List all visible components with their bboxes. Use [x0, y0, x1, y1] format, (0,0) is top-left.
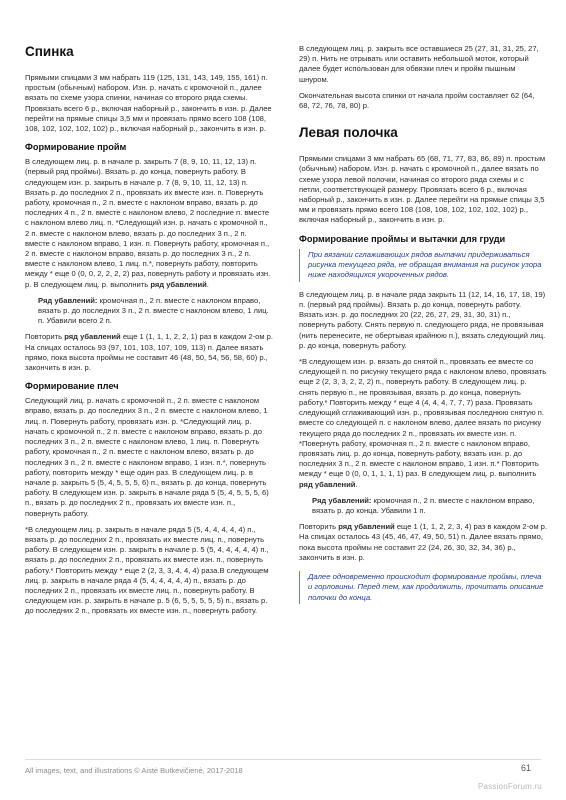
footer-copyright: All images, text, and illustrations © Aistė Butkevičienė, 2017-2018	[25, 766, 243, 775]
section-title-back: Спинка	[25, 44, 74, 59]
decrease-row-label: Ряд убавлений:	[38, 295, 98, 305]
left-front-armhole-heading: Формирование проймы и вытачки для груди	[299, 233, 506, 244]
shoulder-text: Следующий лиц. р. начать с кромочной п., 2 п. вместе с наклоном вправо, вязать р. до последних 3 п., 2 п. вместе с наклоном влево, 1 лиц. п. Повернуть работу, провязать изн. р. *Следующий лиц. р. начать с кромочной п., 2 п. вместе с наклоном вправо, вязать р. до последних 3 п., 2 п. вместе с наклоном влево, 1 лиц. п. Повернуть работу, кромочная п., 2 п. вместе с наклоном влево, вязать р. до последних 3 п., 2 п. вместе с наклоном вправо, 1 изн. п.*, повернуть работу, повторить между * еще один раз. В следующем лиц. р. в начале р. закрыть 5 (5, 4, 5, 5, 5, 6) п., вязать р. до конца, повернуть работу. В следующем изн. р. закрыть в начале ряда 5 (5, 4, 5, 5, 5, 6) п., вязать р. до последних 2 п., провязать их вместе изн. п., повернуть работу.	[25, 396, 269, 518]
repeat-text	[25, 332, 273, 373]
left-front-intro: Прямыми спицами 3 мм набрать 65 (68, 71, 77, 83, 86, 89) п. простым (обычным) набором. Изн. р. начать с кромочной п., далее вязать по схеме узора левой полочки, начиная со второго ряда схемы и с петли, соответствующей размеру. Провязать всего 6 р., включая наборный р., закончить в изн. р. Далее перейти на прямые спицы 3,5 мм и провязать прямо всего 108 (108, 108, 102, 102, 102, 102) р., включая наборный р., закончить в изн. р.	[299, 154, 546, 225]
watermark: PassionForum.ru	[478, 782, 542, 791]
section-title-left-front: Левая полочка	[299, 125, 398, 141]
left-front-decrease-label: Ряд убавлений:	[312, 495, 372, 505]
armhole-text-bold: ряд убавлений	[150, 279, 207, 289]
left-column	[25, 44, 273, 623]
left-front-repeat	[299, 522, 547, 563]
left-front-repeat-bold: ряд убавлений	[338, 522, 395, 532]
left-front-text-2: *В следующем изн. р. вязать до снятой п., провязать ее вместе со следующей п. по рисунку текущего ряда с наклоном влево, провязать еще 2 (2, 3, 3, 2, 2, 2) п., повернуть работу. В следующем лиц. р. снять первую п., не провязывая, вязать р. до конца, повернуть работу.* Повторить между * еще 4 (4, 4, 4, 7, 7, 7) раза. Провязать следующий сглаживающий изн. р., провязывая последнюю снятую п. вместе со следующей п. с наклоном влево, далее вязать по рисунку текущего ряда до последних 2 п., провязать их вместе изн. п. *Повернуть работу, кромочная п., 2 п. вместе с наклоном вправо, провязать лиц. р. до конца, повернуть работу, вязать изн. р. до последних 3 п., 2 п. вместе с наклоном вправо, 1 изн. п.* Повторить между * еще 0 (0, 0, 1, 1, 1, 1) раз. В следующем лиц. р. выполнить ряд убавлений.	[299, 357, 547, 489]
right-column	[299, 44, 547, 612]
repeat-body: еще 1 (1, 1, 1, 2, 2, 1) раз в каждом 2-ом р. На спицах осталось 93 (97, 101, 103, 107, 109, 113) п. Далее вязать прямо, пока высота проймы не составит 46 (48, 50, 54, 56, 58, 60) р., закончить в изн. р.	[25, 332, 273, 373]
armhole-heading: Формирование пройм	[25, 142, 127, 153]
armhole-text-body: В следующем лиц. р. в начале р. закрыть 7 (8, 9, 10, 11, 12, 13) п. (первый ряд проймы). Вязать р. до конца, повернуть работу. В следующем изн. р. закрыть в начале р. 7 (8, 9, 10, 11, 12, 13) п. Вязать р. до последних 2 п., провязать их вместе изн. п. Повернуть работу, кромочная п., 2 п. вместе с наклоном вправо, вязать р. до последних 4 п., 2 п. вместе с наклоном влево, 2 последние п. вместе с наклоном влево лиц. п. *Следующий изн. р. начать с кромочной п., 2 п. вместе с наклоном влево, вязать р. до последних 3 п., 2 п. вместе с наклоном вправо, 1 изн. п. Повернуть работу, кромочная п., 2 п. вместе с наклоном вправо, вязать р. до последних 3 п., 2 п. вместе с наклоном влево, 1 лиц. п.*, повернуть работу, повторить между * еще 0 (0, 0, 2, 2, 2, 2) раз, повернуть работу и провязать изн. р. В следующем лиц. р. выполнить	[25, 157, 271, 289]
decrease-row-text: кромочная п., 2 п. вместе с наклоном вправо, вязать р. до последних 3 п., 2 п. вместе с наклоном влево, 1 лиц. п. Убавили всего 2 п.	[38, 295, 269, 326]
left-front-text-2-bold: ряд убавлений	[299, 479, 356, 489]
left-front-repeat-prefix: Повторить	[299, 522, 337, 532]
left-front-decrease-text: кромочная п., 2 п. вместе с наклоном вправо, вязать р. до конца. Убавили 1 п.	[312, 495, 535, 515]
left-front-decrease-row	[312, 496, 547, 516]
back-intro: Прямыми спицами 3 мм набрать 119 (125, 131, 143, 149, 155, 161) п. простым (обычным) набором. Изн. р. начать с кромочной п., далее вязать по схеме узора спинки, начиная со второго ряда схемы. Провязать всего 6 р., включая наборный р., закончить в изн. р. Далее перейти на прямые спицы 3,5 мм и провязать прямо всего 108 (108, 108, 102, 102, 102, 102) р., включая наборный р., закончить в изн. р.	[25, 73, 272, 134]
shoulder-text-2: *В следующем лиц. р. закрыть в начале ряда 5 (5, 4, 4, 4, 4, 4) п., вязать р. до последних 2 п., провязать их вместе лиц. п., повернуть работу. В следующем изн. р. закрыть в начале р. 5 (5, 4, 4, 4, 4, 4) п., вязать р. до последних 2 п., провязать их вместе изн. п., повернуть работу.* Повторить между * еще 2 (2, 3, 3, 4, 4, 4) раза.В следующем лиц. р. закрыть в начале ряда 4 (5, 4, 4, 4, 4, 4) п., вязать р. до последних 2 п., провязать их вместе лиц. п., повернуть работу. В следующем изн. р. закрыть в начале р. 5 (6, 5, 5, 5, 5, 5) п., вязать р. до последних 2 п., провязать их вместе изн. п., повернуть работу.	[25, 524, 269, 616]
note-smoothing-rows: При вязании сглаживающих рядов вытачки придерживаться рисунка текущего ряда, не обращая внимания на рисунок узора ниже находящихся укороченных рядов.	[299, 249, 547, 282]
back-continued: В следующем лиц. р. закрыть все оставшиеся 25 (27, 31, 31, 25, 27, 29) п. Нить не отрывать или оставить небольшой моток, который далее будет использован для обвязки плеч и пройм пышным шнуром.	[299, 44, 539, 84]
footer-divider	[25, 759, 541, 760]
armhole-text: В следующем лиц. р. в начале р. закрыть 7 (8, 9, 10, 11, 12, 13) п. (первый ряд проймы). Вязать р. до конца, повернуть работу. В следующем изн. р. закрыть в начале р. 7 (8, 9, 10, 11, 12, 13) п. Вязать р. до последних 2 п., провязать их вместе изн. п. Повернуть работу, кромочная п., 2 п. вместе с наклоном вправо, вязать р. до последних 4 п., 2 п. вместе с наклоном влево, 2 последние п. вместе с наклоном влево лиц. п. *Следующий изн. р. начать с кромочной п., 2 п. вместе с наклоном влево, вязать р. до последних 3 п., 2 п. вместе с наклоном вправо, 1 изн. п. Повернуть работу, кромочная п., 2 п. вместе с наклоном вправо, вязать р. до последних 3 п., 2 п. вместе с наклоном влево, 1 лиц. п.*, повернуть работу, повторить между * еще 0 (0, 0, 2, 2, 2, 2) раз, повернуть работу и провязать изн. р. В следующем лиц. р. выполнить ряд убавлений.	[25, 157, 271, 289]
left-front-text-2-body: *В следующем изн. р. вязать до снятой п., провязать ее вместе со следующей п. по рисунку текущего ряда с наклоном влево, провязать еще 2 (2, 3, 3, 2, 2, 2) п., повернуть работу. В следующем лиц. р. снять первую п., не провязывая, вязать р. до конца, повернуть работу.* Повторить между * еще 4 (4, 4, 4, 7, 7, 7) раза. Провязать следующий сглаживающий изн. р., провязывая последнюю снятую п. вместе со следующей п. с наклоном влево, далее вязать по рисунку текущего ряда до последних 2 п., провязать их вместе изн. п. *Повернуть работу, кромочная п., 2 п. вместе с наклоном вправо, провязать лиц. р. до конца, повернуть работу, вязать изн. р. до последних 3 п., 2 п. вместе с наклоном вправо, 1 изн. п.* Повторить между * еще 0 (0, 0, 1, 1, 1, 1) раз. В следующем лиц. р. выполнить	[299, 357, 547, 479]
page-number: 61	[521, 763, 532, 773]
decrease-row	[38, 296, 273, 327]
shoulder-heading: Формирование плеч	[25, 381, 119, 392]
left-front-repeat-body: еще 1 (1, 1, 2, 2, 3, 4) раз в каждом 2-ом р. На спицах осталось 43 (45, 46, 47, 49, 50, 51) п. Далее вязать прямо, пока высота проймы не составит 22 (24, 26, 30, 32, 34, 36) р., закончить в изн. р.	[299, 522, 547, 562]
repeat-bold: ряд убавлений	[64, 332, 121, 342]
left-front-text-1: В следующем лиц. р. в начале ряда закрыть 11 (12, 14, 16, 17, 18, 19) п. (первый ряд проймы). Вязать р. до конца, повернуть работу. Вязать изн. р. до последних 20 (22, 26, 27, 29, 31, 30, 31) п., повернуть работу. Снять первую п. следующего ряда, не провязывая (нить перенесите, не обертывая крайнюю п.), вязать следующий лиц. р. до конца, повернуть работу.	[299, 289, 546, 350]
back-continued-2: Окончательная высота спинки от начала пройм составляет 62 (64, 68, 72, 76, 78, 80) р.	[299, 90, 535, 111]
repeat-prefix: Повторить	[25, 332, 63, 342]
note-simultaneous-shaping: Далее одновременно происходит формирование проймы, плеча и горловины. Перед тем, как продолжить, прочитать описание полочки до конца.	[299, 571, 547, 604]
